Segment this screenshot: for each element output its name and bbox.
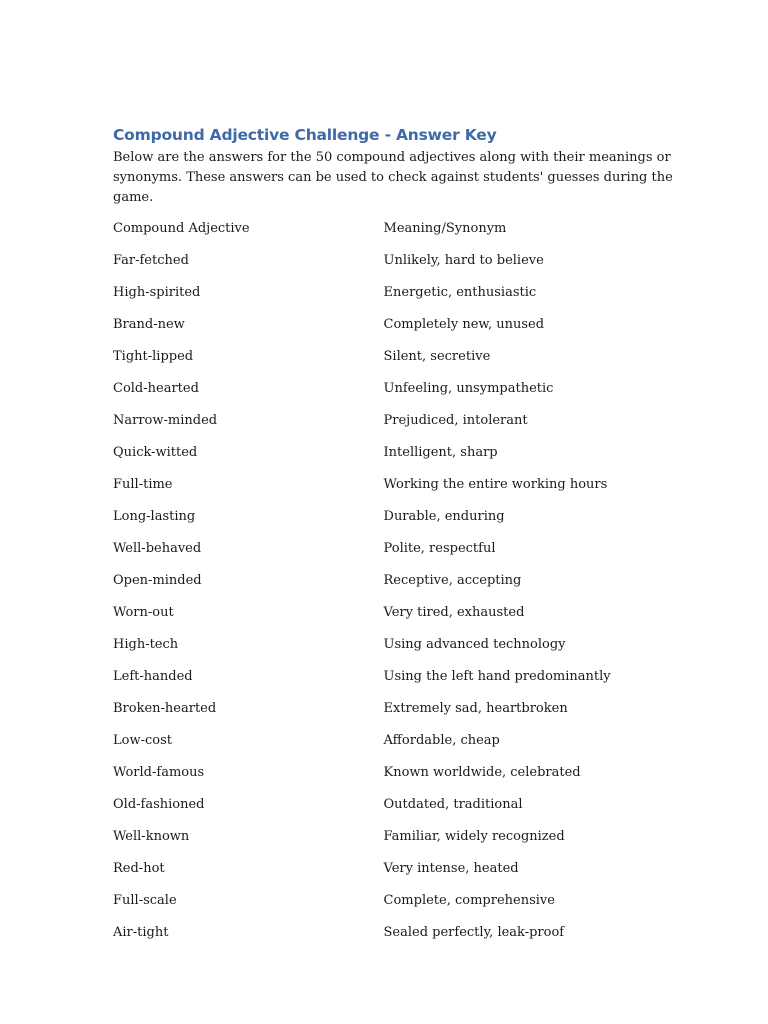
- meaning-cell: Extremely sad, heartbroken: [383, 701, 568, 716]
- table-row: [113, 411, 673, 443]
- meaning-cell: Prejudiced, intolerant: [383, 413, 528, 428]
- term-cell: Well-behaved: [113, 541, 202, 556]
- table-row: [113, 795, 673, 827]
- meaning-cell: Durable, enduring: [383, 509, 505, 524]
- term-cell: High-tech: [113, 637, 179, 652]
- meaning-cell: Outdated, traditional: [383, 797, 523, 812]
- meaning-cell: Using the left hand predominantly: [383, 669, 611, 684]
- meaning-cell: Complete, comprehensive: [383, 893, 555, 908]
- table-row: [113, 347, 673, 379]
- meaning-cell: Affordable, cheap: [383, 733, 500, 748]
- table-row: [113, 443, 673, 475]
- meaning-cell: Completely new, unused: [383, 317, 545, 332]
- answer-table: [113, 219, 673, 955]
- document-title: Compound Adjective Challenge - Answer Key: [113, 126, 497, 144]
- table-row: [113, 507, 673, 539]
- term-cell: Old-fashioned: [113, 797, 205, 812]
- table-body: [113, 251, 673, 955]
- term-cell: Cold-hearted: [113, 381, 199, 396]
- term-cell: Full-scale: [113, 893, 177, 908]
- term-cell: Well-known: [113, 829, 190, 844]
- table-header-row: [113, 219, 673, 251]
- table-row: [113, 923, 673, 955]
- table-row: [113, 315, 673, 347]
- table-row: [113, 603, 673, 635]
- table-row: [113, 635, 673, 667]
- table-row: [113, 763, 673, 795]
- term-cell: Long-lasting: [113, 509, 196, 524]
- term-cell: Quick-witted: [113, 445, 198, 460]
- term-cell: Far-fetched: [113, 253, 189, 268]
- intro-paragraph: [113, 148, 673, 208]
- term-cell: World-famous: [113, 765, 205, 780]
- header-meaning: Meaning/Synonym: [383, 221, 507, 236]
- term-cell: Tight-lipped: [113, 349, 194, 364]
- meaning-cell: Receptive, accepting: [383, 573, 522, 588]
- term-cell: Narrow-minded: [113, 413, 218, 428]
- term-cell: Full-time: [113, 477, 173, 492]
- term-cell: Air-tight: [113, 925, 169, 940]
- table-row: [113, 539, 673, 571]
- term-cell: Open-minded: [113, 573, 202, 588]
- table-row: [113, 571, 673, 603]
- table-row: [113, 283, 673, 315]
- intro-line-1: Below are the answers for the 50 compound adjectives along with their meanings or: [113, 150, 671, 165]
- table-row: [113, 699, 673, 731]
- table-row: [113, 827, 673, 859]
- meaning-cell: Silent, secretive: [383, 349, 491, 364]
- meaning-cell: Very intense, heated: [383, 861, 519, 876]
- term-cell: Worn-out: [113, 605, 174, 620]
- table-row: [113, 891, 673, 923]
- term-cell: Red-hot: [113, 861, 165, 876]
- meaning-cell: Using advanced technology: [383, 637, 566, 652]
- header-term: Compound Adjective: [113, 221, 250, 236]
- meaning-cell: Sealed perfectly, leak-proof: [383, 925, 565, 940]
- table-row: [113, 667, 673, 699]
- table-row: [113, 251, 673, 283]
- meaning-cell: Energetic, enthusiastic: [383, 285, 537, 300]
- meaning-cell: Working the entire working hours: [383, 477, 608, 492]
- meaning-cell: Unfeeling, unsympathetic: [383, 381, 554, 396]
- meaning-cell: Unlikely, hard to believe: [383, 253, 544, 268]
- meaning-cell: Very tired, exhausted: [383, 605, 525, 620]
- table-row: [113, 379, 673, 411]
- meaning-cell: Polite, respectful: [383, 541, 496, 556]
- table-row: [113, 859, 673, 891]
- table-row: [113, 475, 673, 507]
- intro-line-2: synonyms. These answers can be used to check against students' guesses during the game.: [113, 170, 673, 205]
- term-cell: High-spirited: [113, 285, 201, 300]
- meaning-cell: Familiar, widely recognized: [383, 829, 565, 844]
- meaning-cell: Intelligent, sharp: [383, 445, 498, 460]
- meaning-cell: Known worldwide, celebrated: [383, 765, 581, 780]
- term-cell: Broken-hearted: [113, 701, 217, 716]
- term-cell: Low-cost: [113, 733, 172, 748]
- document-content: [113, 124, 673, 955]
- term-cell: Left-handed: [113, 669, 193, 684]
- term-cell: Brand-new: [113, 317, 185, 332]
- table-row: [113, 731, 673, 763]
